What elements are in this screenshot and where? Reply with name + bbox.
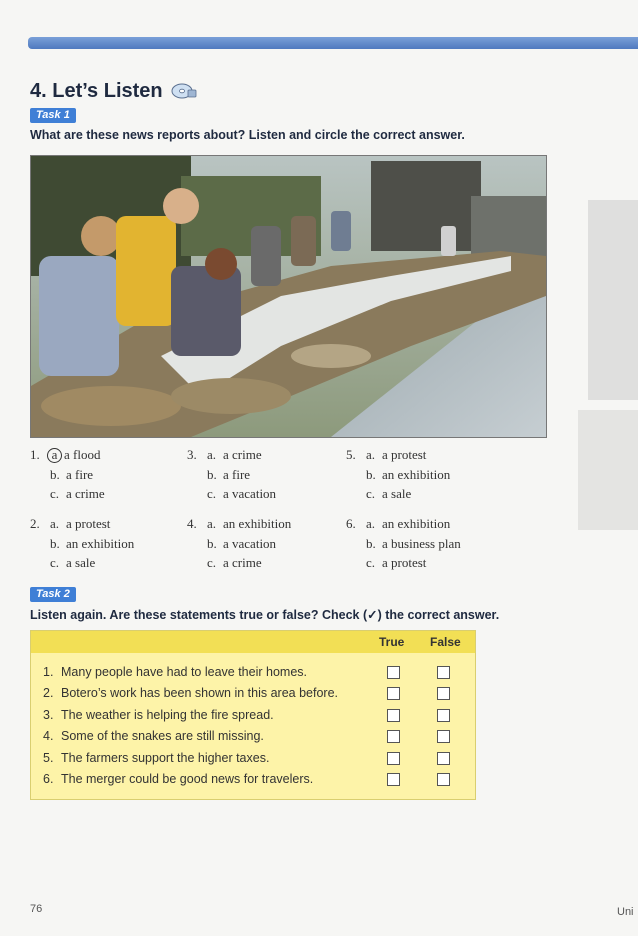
option-letter: a. [366, 447, 376, 462]
statement-row [31, 726, 475, 747]
circled-answer[interactable]: a [47, 448, 62, 463]
task1-tag: Task 1 [30, 108, 76, 123]
option-text[interactable]: a protest [382, 555, 427, 570]
true-column-header: True [379, 635, 405, 649]
question-number: 1. [30, 447, 40, 462]
option-text[interactable]: a business plan [382, 535, 461, 551]
option-letter: a. [50, 516, 60, 531]
question-6 [346, 516, 461, 575]
option-letter: c. [50, 486, 60, 501]
true-checkbox[interactable] [387, 730, 400, 743]
option-letter: c. [366, 486, 376, 501]
question-4 [187, 516, 291, 575]
false-checkbox[interactable] [437, 666, 450, 679]
statement-number: 2. [43, 686, 54, 700]
option-text[interactable]: a crime [66, 486, 105, 501]
question-1 [30, 447, 105, 506]
true-checkbox[interactable] [387, 687, 400, 700]
statement-text: The merger could be good news for travelers. [61, 772, 314, 786]
statement-text: The farmers support the higher taxes. [61, 751, 270, 765]
task1-instruction: What are these news reports about? Listen and circle the correct answer. [30, 128, 465, 142]
statement-number: 3. [43, 708, 54, 722]
page-number: 76 [30, 903, 43, 915]
option-text[interactable]: a fire [66, 466, 94, 482]
statement-text: Some of the snakes are still missing. [61, 729, 264, 743]
cd-icon [171, 81, 197, 99]
option-letter: c. [50, 555, 60, 570]
true-checkbox[interactable] [387, 752, 400, 765]
false-checkbox[interactable] [437, 773, 450, 786]
option-text[interactable]: an exhibition [382, 466, 451, 482]
option-text[interactable]: a protest [382, 447, 427, 462]
option-letter: b. [366, 466, 376, 482]
statement-number: 5. [43, 751, 54, 765]
option-letter: c. [207, 555, 217, 570]
option-text[interactable]: a protest [66, 516, 111, 531]
option-text: a flood [64, 447, 101, 462]
option-letter: b. [207, 466, 217, 482]
option-text[interactable]: a crime [223, 555, 262, 570]
option-letter: c. [366, 555, 376, 570]
option-letter: a. [207, 516, 217, 531]
false-checkbox[interactable] [437, 752, 450, 765]
false-column-header: False [430, 635, 461, 649]
true-checkbox[interactable] [387, 709, 400, 722]
option-letter: c. [207, 486, 217, 501]
section-title [30, 80, 197, 103]
question-number: 3. [187, 447, 197, 462]
option-text[interactable]: an exhibition [223, 516, 292, 531]
true-false-table [30, 630, 476, 800]
option-text[interactable]: a sale [382, 486, 412, 501]
section-title-text: 4. Let’s Listen [30, 80, 163, 102]
true-checkbox[interactable] [387, 773, 400, 786]
statement-text: The weather is helping the fire spread. [61, 708, 274, 722]
question-2 [30, 516, 134, 575]
statement-row [31, 683, 475, 704]
statement-text: Many people have had to leave their homes. [61, 665, 307, 679]
task2-tag: Task 2 [30, 587, 76, 602]
option-text[interactable]: an exhibition [382, 516, 451, 531]
option-letter: b. [50, 535, 60, 551]
option-letter: a. [366, 516, 376, 531]
question-5 [346, 447, 450, 506]
option-text[interactable]: a crime [223, 447, 262, 462]
true-checkbox[interactable] [387, 666, 400, 679]
false-checkbox[interactable] [437, 687, 450, 700]
question-number: 2. [30, 516, 40, 531]
statement-row [31, 748, 475, 769]
bleed-through-shadow [578, 200, 638, 580]
flood-photo [30, 155, 547, 438]
false-checkbox[interactable] [437, 709, 450, 722]
table-header [31, 631, 475, 653]
question-3 [187, 447, 276, 506]
question-number: 5. [346, 447, 356, 462]
option-text[interactable]: an exhibition [66, 535, 135, 551]
task2-instruction: Listen again. Are these statements true or false? Check (✓) the correct answer. [30, 608, 500, 622]
option-letter: b. [207, 535, 217, 551]
question-number: 6. [346, 516, 356, 531]
option-letter: a. [207, 447, 217, 462]
false-checkbox[interactable] [437, 730, 450, 743]
question-number: 4. [187, 516, 197, 531]
option-text[interactable]: a vacation [223, 535, 277, 551]
option-text[interactable]: a fire [223, 466, 251, 482]
unit-label: Uni [617, 906, 634, 918]
statement-text: Botero’s work has been shown in this area before. [61, 686, 339, 700]
statement-number: 4. [43, 729, 54, 743]
option-text[interactable]: a vacation [223, 486, 277, 501]
statement-row [31, 769, 475, 790]
option-letter: b. [366, 535, 376, 551]
statement-number: 6. [43, 772, 54, 786]
option-text[interactable]: a sale [66, 555, 96, 570]
header-bar [28, 37, 638, 49]
option-letter: b. [50, 466, 60, 482]
statement-row [31, 662, 475, 683]
statement-number: 1. [43, 665, 54, 679]
statement-row [31, 705, 475, 726]
